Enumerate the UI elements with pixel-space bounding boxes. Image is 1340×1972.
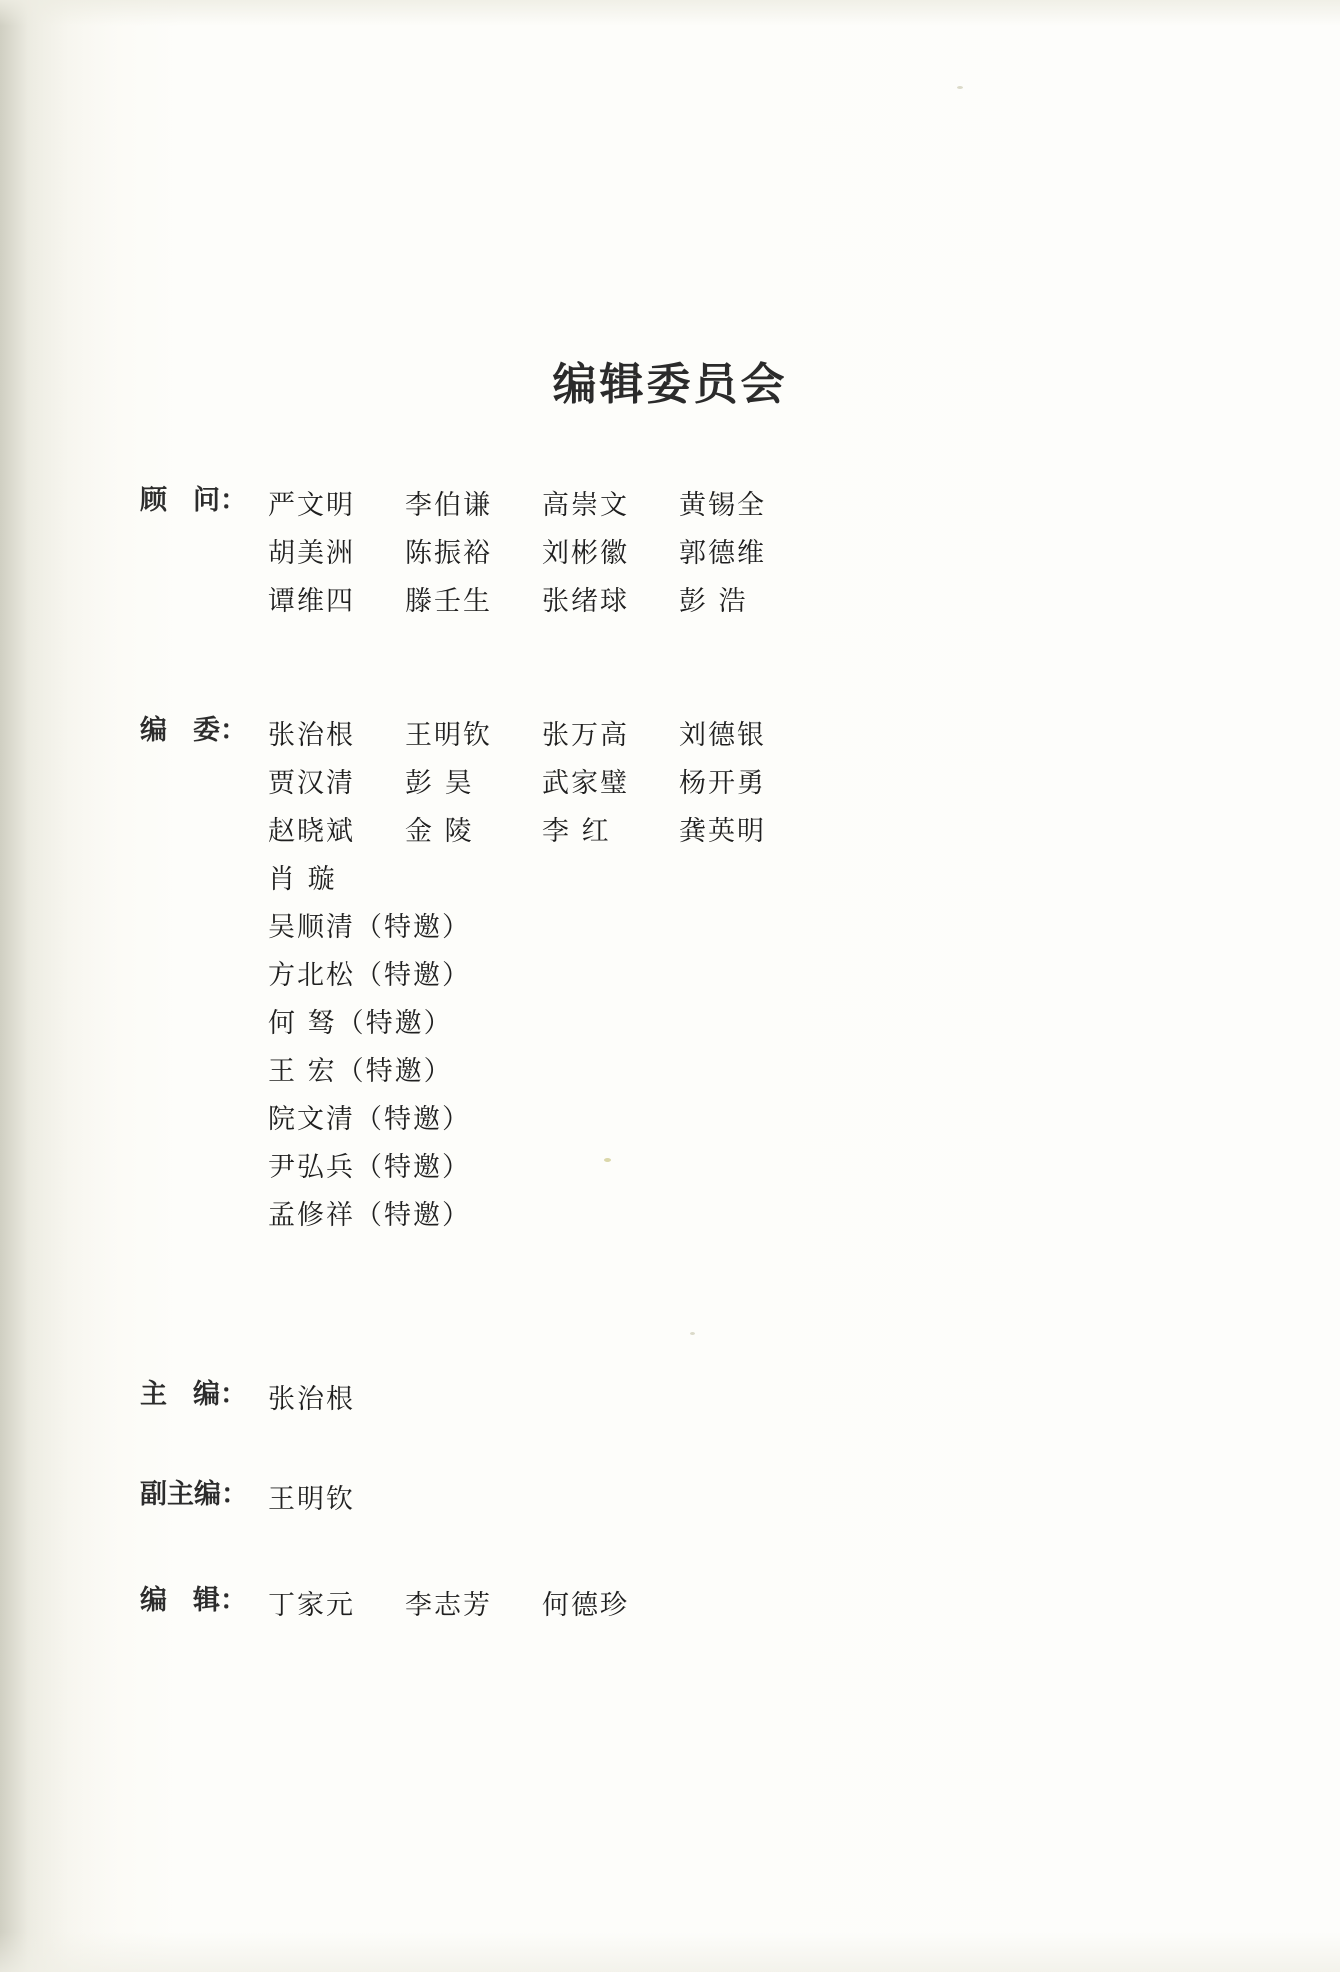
name-row [268,1578,679,1626]
name-cell: 丁家元 [268,1589,355,1621]
label-char: 主 [140,1379,167,1410]
section-editors [140,1578,679,1626]
special-name-row [268,900,816,948]
special-name-row [268,1188,816,1236]
name-cell-invited: 院文清（特邀） [268,1103,471,1135]
name-cell: 陈振裕 [405,537,492,569]
section-chief-editor [140,1372,355,1420]
name-cell: 高崇文 [542,489,629,521]
name-cell: 王明钦 [405,719,492,751]
name-row [268,804,816,852]
name-cell: 郭德维 [679,537,766,569]
name-row [268,478,816,526]
label-char: 问 [193,485,220,516]
name-cell: 谭维四 [268,585,355,617]
label-text: 副主编 [140,1479,221,1510]
name-cell-invited: 孟修祥（特邀） [268,1199,471,1231]
name-cell-invited: 尹弘兵（特邀） [268,1151,471,1183]
name-cell: 张治根 [268,719,355,751]
name-row [268,574,816,622]
name-cell: 贾汉清 [268,767,355,799]
name-cell-invited: 方北松（特邀） [268,959,471,991]
name-cell: 杨开勇 [679,767,766,799]
name-cell: 李 红 [542,815,611,847]
label-char: 编 [193,1379,220,1410]
label-colon: ： [221,1479,248,1510]
name-cell: 胡美洲 [268,537,355,569]
name-cell: 何德珍 [542,1589,629,1621]
name-cell-invited: 吴顺清（特邀） [268,911,471,943]
section-label-editors [140,1578,268,1617]
label-char: 顾 [140,485,167,516]
name-cell-invited: 何 驽（特邀） [268,1007,453,1039]
section-label-editorial-board [140,708,268,747]
label-colon: ： [220,715,247,746]
name-cell: 李志芳 [405,1589,492,1621]
special-name-row [268,1092,816,1140]
name-row [268,852,816,900]
name-cell: 刘德银 [679,719,766,751]
name-cell: 张绪球 [542,585,629,617]
section-label-deputy-chief-editor [140,1472,268,1511]
name-row [268,708,816,756]
name-row [268,756,816,804]
page-title: 编辑委员会 [552,359,788,410]
name-cell: 李伯谦 [405,489,492,521]
name-row [268,1372,355,1420]
label-char: 编 [140,715,167,746]
label-colon: ： [220,1585,247,1616]
name-rows-editors [268,1578,679,1626]
section-deputy-chief-editor [140,1472,355,1520]
special-name-row [268,948,816,996]
name-cell: 肖 璇 [268,863,337,895]
label-colon: ： [220,485,247,516]
name-row [268,526,816,574]
special-name-row [268,1140,816,1188]
label-char: 编 [140,1585,167,1616]
section-label-chief-editor [140,1372,268,1411]
label-colon: ： [220,1379,247,1410]
name-cell: 刘彬徽 [542,537,629,569]
name-cell: 张万高 [542,719,629,751]
name-row [268,1472,355,1520]
name-rows-editorial-board [268,708,816,1236]
name-cell: 彭 浩 [679,585,748,617]
name-cell: 赵晓斌 [268,815,355,847]
name-cell: 严文明 [268,489,355,521]
section-label-advisors [140,478,268,517]
name-cell-invited: 王 宏（特邀） [268,1055,453,1087]
name-rows-advisors [268,478,816,622]
name-cell: 滕壬生 [405,585,492,617]
special-name-row [268,1044,816,1092]
name-cell: 武家璧 [542,767,629,799]
name-cell: 王明钦 [268,1483,355,1515]
label-char: 委 [193,715,220,746]
section-advisors [140,478,816,622]
special-name-row [268,996,816,1044]
name-rows-chief-editor [268,1372,355,1420]
section-editorial-board [140,708,816,1236]
name-cell: 黄锡全 [679,489,766,521]
name-rows-deputy-chief-editor [268,1472,355,1520]
name-cell: 金 陵 [405,815,474,847]
name-cell: 彭 昊 [405,767,474,799]
name-cell: 龚英明 [679,815,766,847]
name-cell: 张治根 [268,1383,355,1415]
label-char: 辑 [193,1585,220,1616]
